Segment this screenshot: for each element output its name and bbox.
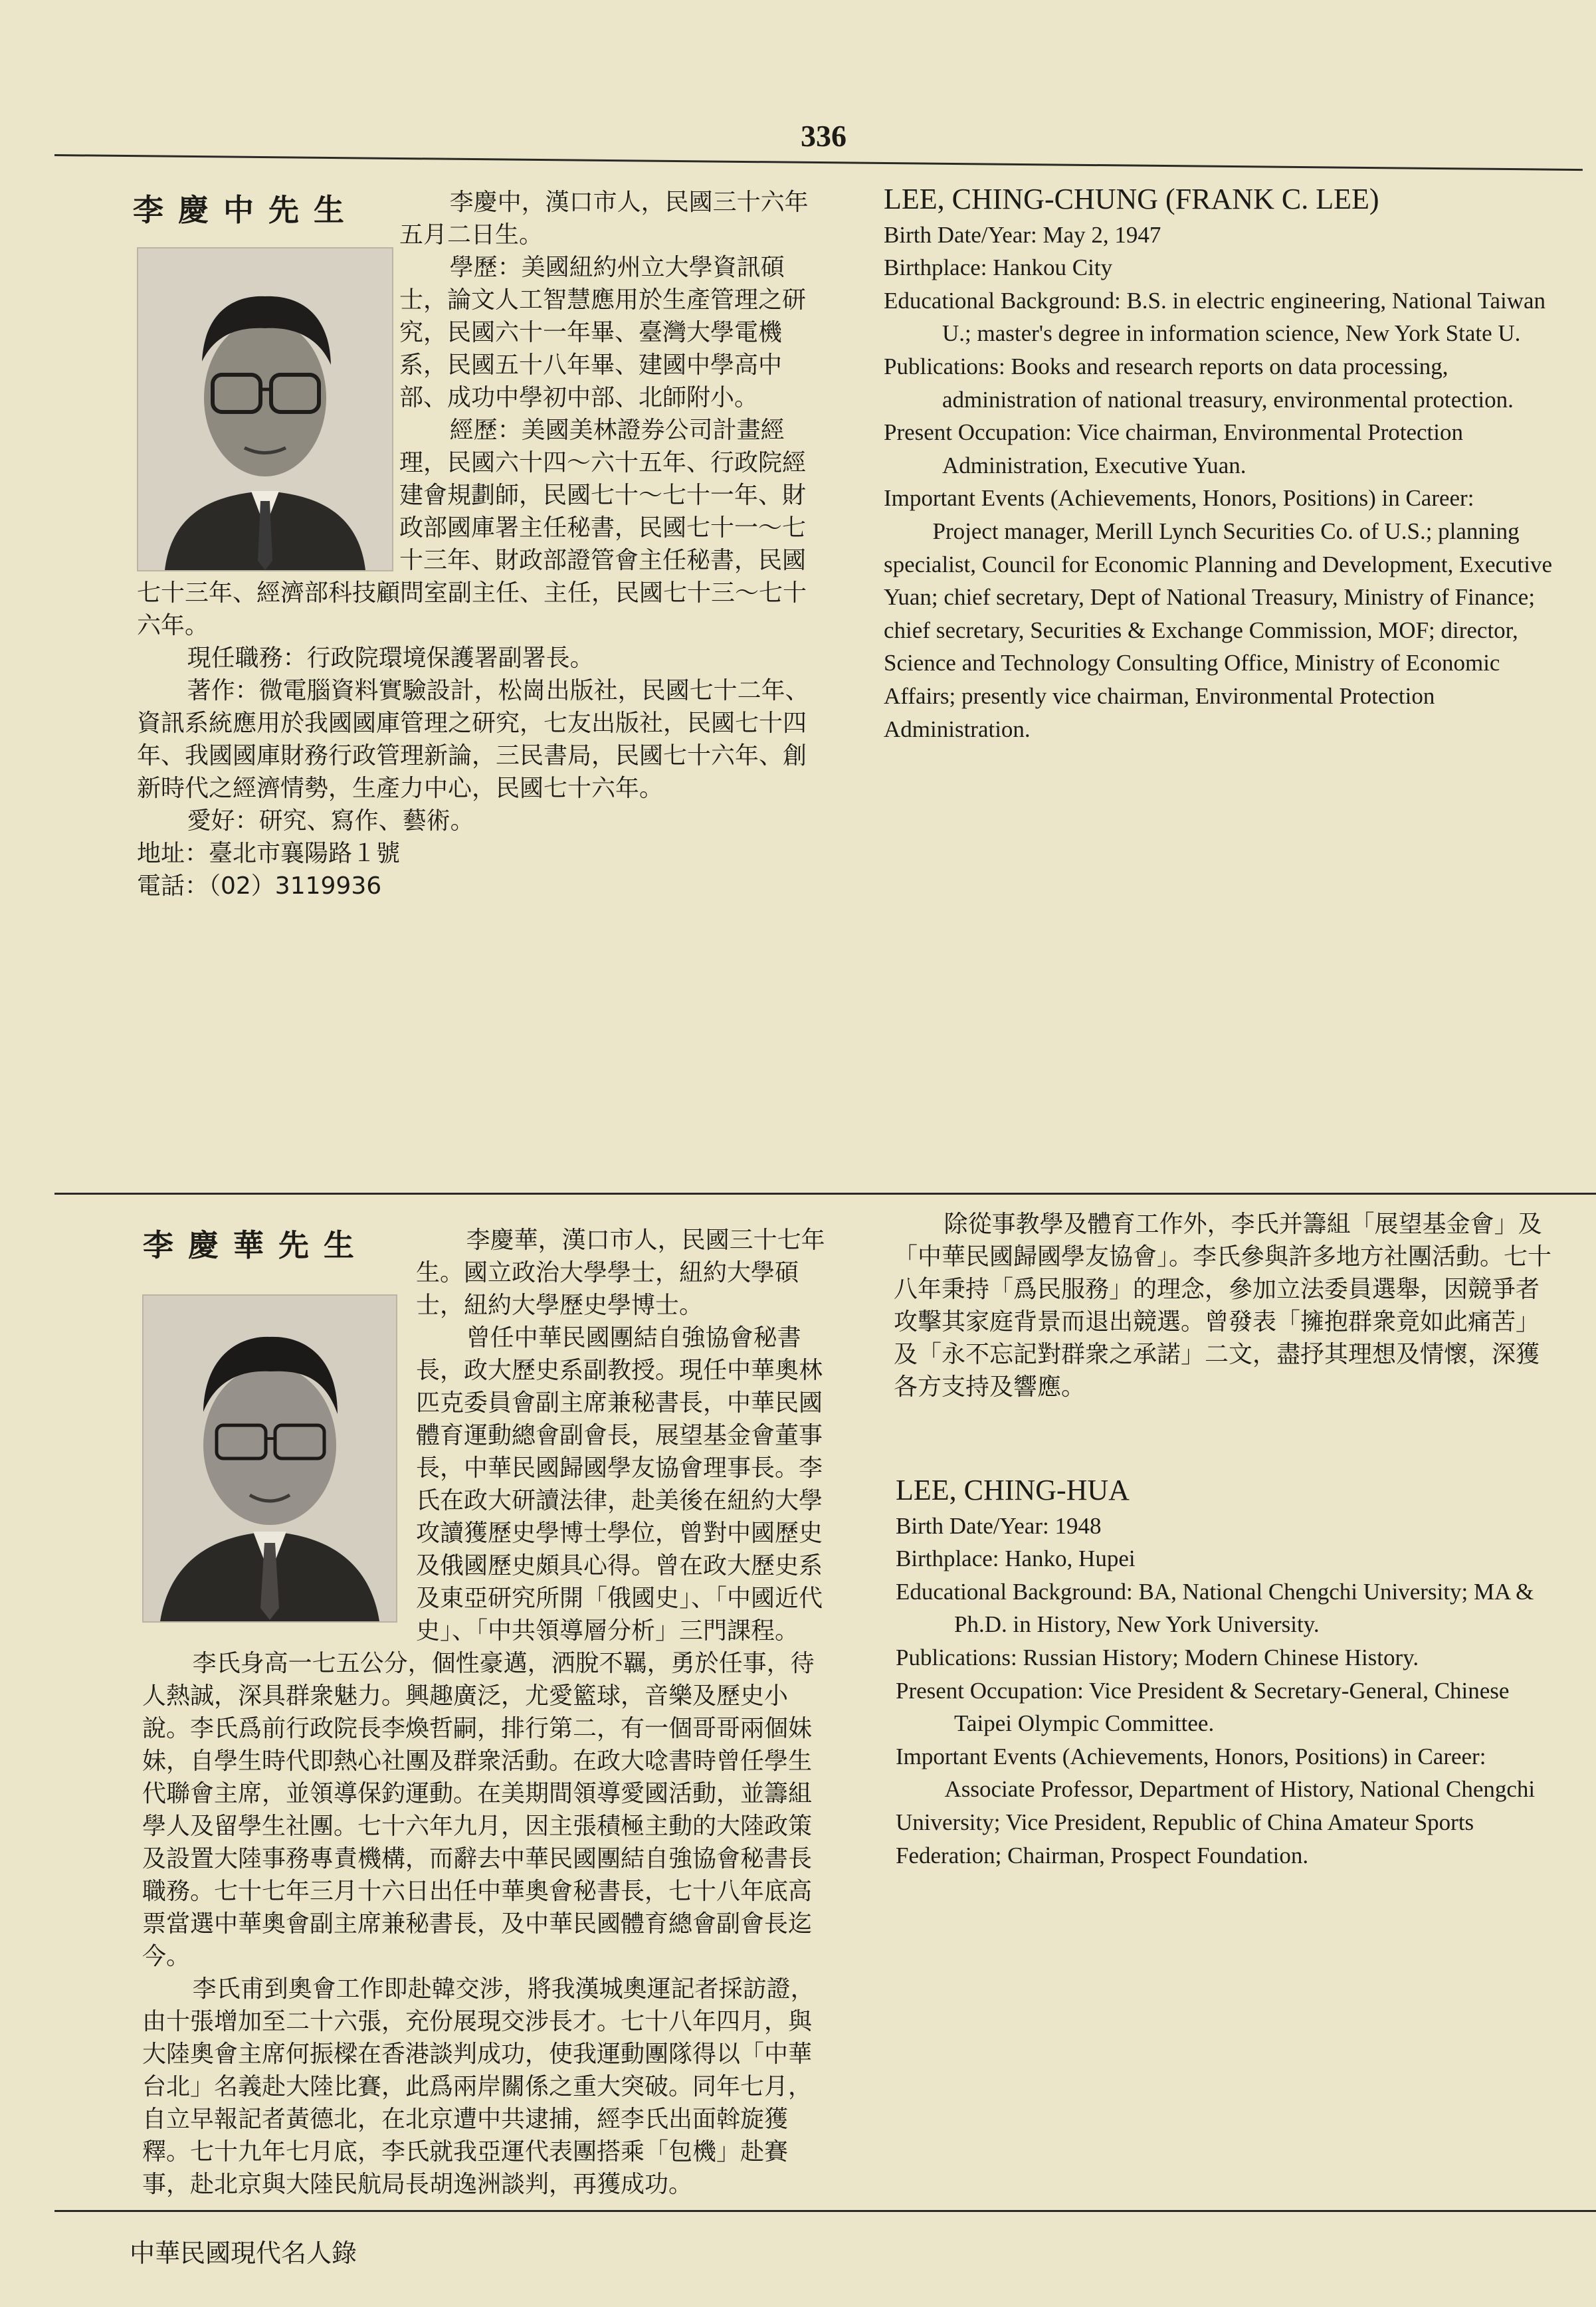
photo-spacer (142, 1224, 416, 1621)
entry1-phone: 電話：（02）3119936 (137, 872, 382, 900)
entry2-bio-olympic: 李氏甫到奧會工作即赴韓交涉，將我漢城奧運記者採訪證，由十張增加至二十六張，充份展現交涉長才。七十八年四月，與大陸奧會主席何振樑在香港談判成功，使我運動團隊得以「中華台北」名義赴大陸比賽，此爲兩岸關係之重大突破。同年七月，自立早報記者黃德北，在北京遭中共逮捕，經李氏出面斡旋獲釋。七十九年七月底，李氏就我亞運代表團搭乘「包機」赴賽事，赴北京與大陸民航局長胡逸洲談判，再獲成功。 (142, 1975, 815, 2198)
entry1-events-label: Important Events (Achievements, Honors, Positions) in Career: (884, 485, 1474, 512)
entry2-bio-personal: 李氏身高一七五公分，個性豪邁，洒脫不羈，勇於任事，待人熱誠，深具群衆魅力。興趣廣泛，尤愛籃球，音樂及歷史小說。李氏爲前行政院長李煥哲嗣，排行第二，有一個哥哥兩個妹妹，自學生時代即熱心社團及群衆活動。在政大唸書時曾任學生代聯會主席，並領導保釣運動。在美期間領導愛國活動，並籌組學人及留學生社團。七十六年九月，因主張積極主動的大陸政策及設置大陸事務專責機構，而辭去中華民國團結自強協會秘書長職務。七十七年三月十六日出任中華奧會秘書長，七十八年底高票當選中華奧會副主席兼秘書長，及中華民國體育總會副會長迄今。 (142, 1650, 815, 1970)
entry2-bio-zh (142, 1224, 831, 2201)
entry2-education: Educational Background: BA, National Chengchi University; MA & Ph.D. in History, New York University. (896, 1578, 1534, 1638)
bottom-rule (54, 2210, 1596, 2212)
entry2-bio-intro: 李慶華，漢口市人，民國三十七年生。國立政治大學學士，紐約大學碩士，紐約大學歷史學博士。 (416, 1227, 825, 1319)
entry2-birth: Birth Date/Year: 1948 (896, 1512, 1102, 1539)
top-rule (54, 154, 1583, 171)
entry2-publications: Publications: Russian History; Modern Chinese History. (896, 1644, 1419, 1670)
entry1-birth: Birth Date/Year: May 2, 1947 (884, 221, 1161, 248)
photo-spacer (137, 186, 399, 577)
entry2-name-en: LEE, CHING-HUA (896, 1474, 1130, 1506)
entry2-events-label: Important Events (Achievements, Honors, Positions) in Career: (896, 1743, 1486, 1769)
entry1-publications: Publications: Books and research reports on data processing, administration of national treasury, environmental protection. (884, 353, 1514, 413)
entry1-bio-hobbies: 愛好：研究、寫作、藝術。 (187, 807, 474, 835)
entry1-bio-experience: 經歷：美國美林證券公司計畫經理，民國六十四～六十五年、行政院經建會規劃師，民國七十～七十一年、財政部國庫署主任秘書，民國七十一～七十三年、財政部證管會主任秘書，民國七十三年、經濟部科技顧問室副主任、主任，民國七十三～七十六年。 (137, 417, 807, 639)
entry1-bio-zh (137, 186, 828, 902)
entry1-birthplace: Birthplace: Hankou City (884, 254, 1113, 281)
page-number: 336 (801, 119, 847, 153)
entry2-name-zh: 李慶華先生 (143, 1227, 369, 1263)
entry1-bio-intro: 李慶中，漢口市人，民國三十六年五月二日生。 (399, 189, 809, 249)
bleed-through-text (917, 824, 1502, 1143)
entry2-bio-en (896, 1474, 1555, 1872)
entry2-bio-continued: 除從事教學及體育工作外，李氏并籌組「展望基金會」及「中華民國歸國學友協會」。李氏參與許多地方社團活動。七十八年秉持「爲民服務」的理念，參加立法委員選舉，因競爭者攻擊其家庭背景而退出競選。曾發表「擁抱群衆竟如此痛苦」及「永不忘記對群衆之承諾」二文，盡抒其理想及情懷，深獲各方支持及響應。 (894, 1211, 1552, 1401)
entry1-address: 地址：臺北市襄陽路１號 (137, 840, 401, 867)
entry2-birthplace: Birthplace: Hanko, Hupei (896, 1546, 1136, 1572)
entry2-occupation: Present Occupation: Vice President & Secretary-General, Chinese Taipei Olympic Committee. (896, 1677, 1510, 1737)
entry1-bio-education: 學歷：美國紐約州立大學資訊碩士，論文人工智慧應用於生產管理之研究，民國六十一年畢、臺灣大學電機系，民國五十八年畢、建國中學高中部、成功中學初中部、北師附小。 (399, 254, 807, 411)
entry2-events: Associate Professor, Department of History, National Chengchi University; Vice President, Republic of China Amateur Sports Federation; Chairman, Prospect Foundation. (896, 1776, 1536, 1868)
entry1-events: Project manager, Merill Lynch Securities Co. of U.S.; planning specialist, Council for Economic Planning and Development, Executive Yuan; chief secretary, Dept of National Treasury, Ministry of Finance; chief secretary, Securities & Exchange Commission, MOF; director, Science and Technology Consulting Office, Ministry of Economic Affairs; presently vice chairman, Environmental Protection Administration. (884, 518, 1552, 742)
book-title-footer: 中華民國現代名人錄 (130, 2239, 357, 2268)
entry1-bio-current: 現任職務：行政院環境保護署副署長。 (187, 645, 594, 672)
entry2-bio-zh-continued (894, 1208, 1555, 1403)
entry2-bio-career: 曾任中華民國團結自強協會秘書長，政大歷史系副教授。現任中華奧林匹克委員會副主席兼秘書長，中華民國體育運動總會副會長，展望基金會董事長，中華民國歸國學友協會理事長。李氏在政大研讀法律，赴美後在紐約大學攻讀獲歷史學博士學位，曾對中國歷史及俄國歷史頗具心得。曾在政大歷史系及東亞研究所開「俄國史」、「中國近代史」、「中共領導層分析」三門課程。 (416, 1324, 823, 1645)
entry1-education: Educational Background: B.S. in electric engineering, National Taiwan U.; master's degree in information science, New York State U. (884, 287, 1546, 347)
entry1-name-zh: 李慶中先生 (133, 192, 359, 228)
entry1-occupation: Present Occupation: Vice chairman, Environmental Protection Administration, Executive Yuan. (884, 419, 1463, 478)
entry1-bio-en (884, 183, 1555, 746)
entry1-name-en: LEE, CHING-CHUNG (FRANK C. LEE) (884, 183, 1379, 215)
middle-rule (54, 1193, 1596, 1195)
entry1-bio-works: 著作：微電腦資料實驗設計，松崗出版社，民國七十二年、資訊系統應用於我國國庫管理之研究，七友出版社，民國七十四年、我國國庫財務行政管理新論，三民書局，民國七十六年、創新時代之經濟情勢，生產力中心，民國七十六年。 (137, 677, 809, 802)
